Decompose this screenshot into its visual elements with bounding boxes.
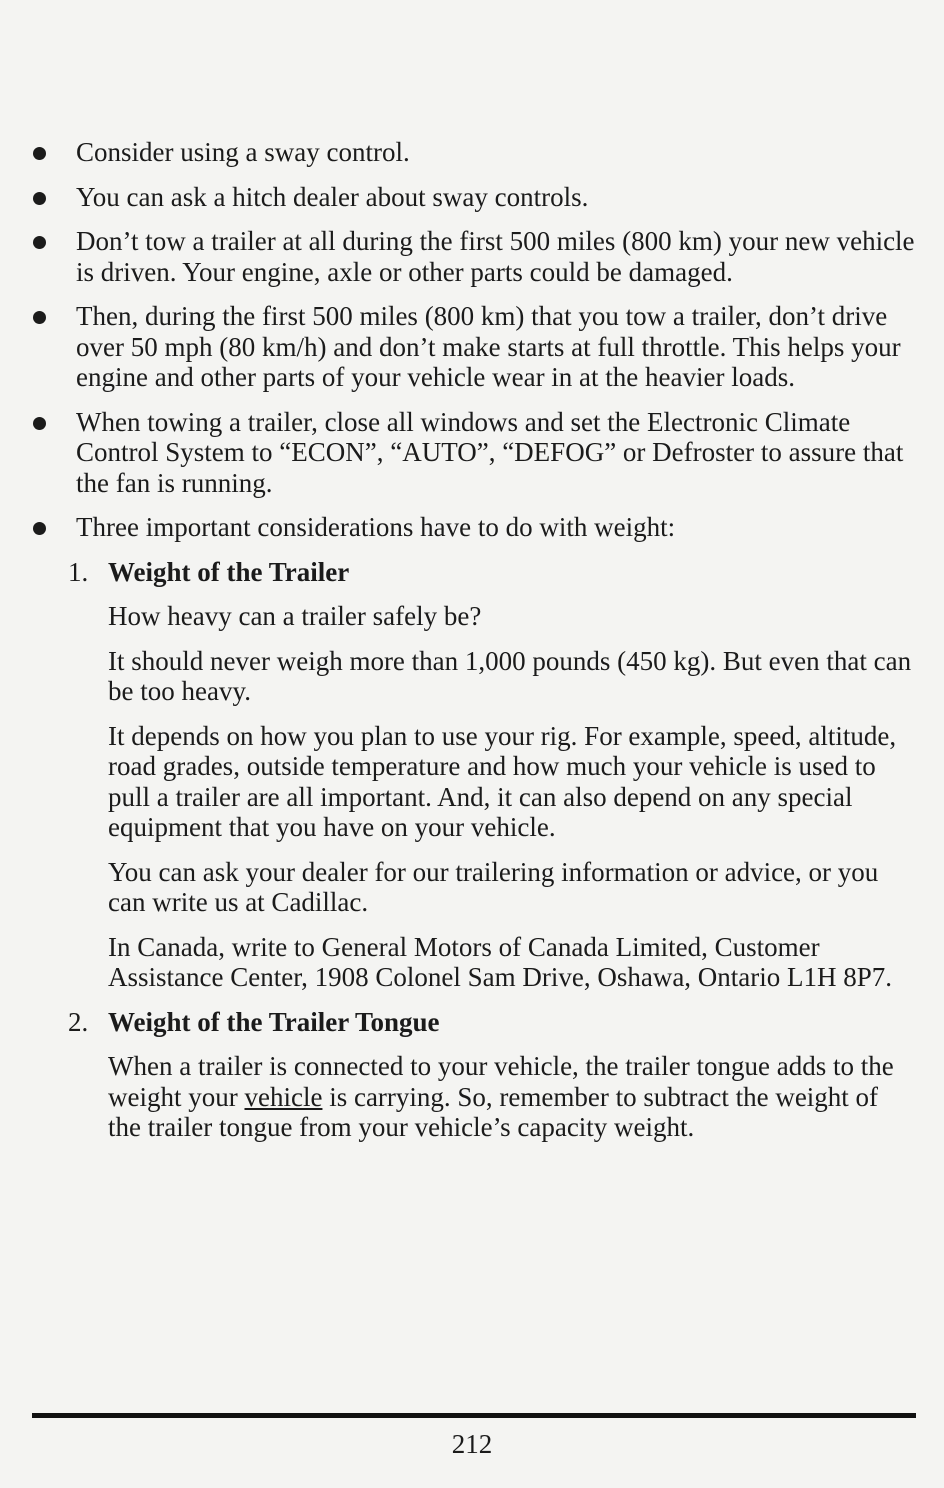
bullet-text: You can ask a hitch dealer about sway controls. — [76, 181, 589, 212]
bullet-text: Don’t tow a trailer at all during the first 500 miles (800 km) your new vehicle is driven. Your engine, axle or other parts could be damaged. — [76, 226, 915, 287]
bullet-item — [30, 137, 915, 168]
bullet-dot-icon — [33, 236, 46, 249]
paragraph: How heavy can a trailer safely be? — [108, 601, 482, 631]
footer-rule — [32, 1413, 916, 1418]
paragraph — [30, 1051, 915, 1143]
bullet-item — [30, 512, 915, 543]
bullet-item — [30, 226, 915, 287]
bullet-dot-icon — [33, 522, 46, 535]
bullet-text: Three important considerations have to do with weight: — [76, 512, 676, 542]
item-heading: Weight of the Trailer — [108, 556, 350, 587]
paragraph: It depends on how you plan to use your rig. For example, speed, altitude, road grades, outside temperature and how much your vehicle is used to pull a trailer are all important. And, it can also depend on any special equipment that you have on your vehicle. — [108, 720, 897, 842]
bullet-item — [30, 407, 915, 499]
page-content — [30, 137, 915, 1157]
item-heading: Weight of the Trailer Tongue — [108, 1006, 440, 1037]
bullet-text: Then, during the first 500 miles (800 km) that you tow a trailer, don’t drive over 50 mph (80 km/h) and don’t make starts at full throttle. This helps your engine and other parts of your vehicle wear in at the heavier loads. — [76, 301, 901, 392]
bullet-dot-icon — [33, 192, 46, 205]
bullet-dot-icon — [33, 417, 46, 430]
bullet-item — [30, 301, 915, 393]
bullet-text: When towing a trailer, close all windows and set the Electronic Climate Control System to “ECON”, “AUTO”, “DEFOG” or Defroster to assure that the fan is running. — [76, 406, 904, 498]
bullet-dot-icon — [33, 147, 46, 160]
paragraph: It should never weigh more than 1,000 pounds (450 kg). But even that can be too heavy. — [108, 645, 912, 706]
paragraph-text: is carrying. So, remember to subtract the weight of the trailer tongue from your vehicle’s capacity weight. — [108, 1081, 879, 1142]
bullet-text: Consider using a sway control. — [76, 137, 410, 167]
bullet-item — [30, 182, 915, 213]
page-number: 212 — [451, 1429, 493, 1459]
paragraph: You can ask your dealer for our trailering information or advice, or you can write us at Cadillac. — [108, 856, 879, 917]
item-number: 2. — [68, 1006, 89, 1037]
numbered-heading-trailer-weight — [30, 557, 915, 588]
numbered-heading-tongue-weight — [30, 1007, 915, 1038]
bullet-dot-icon — [33, 311, 46, 324]
paragraph: In Canada, write to General Motors of Canada Limited, Customer Assistance Center, 1908 Colonel Sam Drive, Oshawa, Ontario L1H 8P7. — [108, 931, 893, 992]
paragraph-text: When a trailer is connected to your vehicle, the trailer tongue adds to the weight your — [108, 1051, 894, 1112]
vehicle-link[interactable]: vehicle — [244, 1081, 323, 1112]
item-number: 1. — [68, 556, 89, 587]
